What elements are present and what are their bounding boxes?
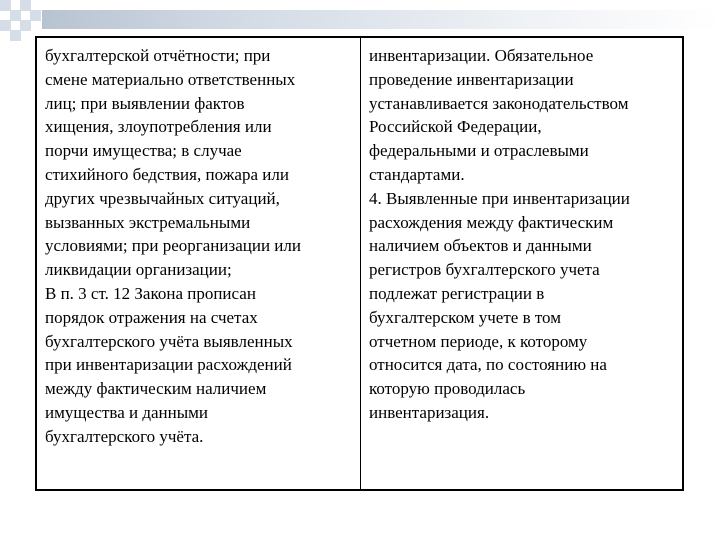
left-text-line: порчи имущества; в случае <box>45 141 242 161</box>
right-text-line: Российской Федерации, <box>369 117 542 137</box>
right-text-line: инвентаризации. Обязательное <box>369 46 594 65</box>
right-text-line: относится дата, по состоянию на <box>369 355 607 375</box>
right-text-line: которую проводилась <box>369 379 526 399</box>
right-text-line: федеральными и отраслевыми <box>369 141 589 161</box>
left-text-line: бухгалтерского учёта выявленных <box>45 331 293 351</box>
right-text-line: наличием объектов и данными <box>369 236 592 256</box>
right-text-line: расхождения между фактическим <box>369 212 614 232</box>
right-text-line: устанавливается законодательством <box>369 93 629 113</box>
left-text-line: смене материально ответственных <box>45 69 296 89</box>
left-text-line: условиями; при реорганизации или <box>45 236 301 256</box>
decoration-square <box>20 20 31 31</box>
decoration-square <box>30 10 41 21</box>
left-text-line: хищения, злоупотребления или <box>45 117 272 137</box>
right-text-line: стандартами. <box>369 164 465 184</box>
right-text-line: проведение инвентаризации <box>369 69 574 89</box>
left-text-line: других чрезвычайных ситуаций, <box>45 188 280 208</box>
left-text-line: вызванных экстремальными <box>45 212 251 232</box>
decoration-gradient-bar <box>42 10 720 29</box>
left-text-line: лиц; при выявлении фактов <box>45 93 245 113</box>
right-text-line: инвентаризация. <box>369 402 490 422</box>
left-text-line: между фактическим наличием <box>45 379 267 399</box>
decoration-square <box>10 30 21 41</box>
content-table <box>35 36 684 491</box>
right-text-line: регистров бухгалтерского учета <box>369 260 600 280</box>
right-text-line: бухгалтерском учете в том <box>369 307 561 327</box>
right-column <box>361 38 682 489</box>
left-text-line: бухгалтерского учёта. <box>45 426 204 446</box>
left-text-line: при инвентаризации расхождений <box>45 355 292 375</box>
left-column <box>37 38 361 489</box>
left-text-line: В п. 3 ст. 12 Закона прописан <box>45 283 256 303</box>
right-text-line: подлежат регистрации в <box>369 283 545 303</box>
left-text-line: ликвидации организации; <box>45 260 232 280</box>
right-text-line: 4. Выявленные при инвентаризации <box>369 188 630 208</box>
left-text-line: бухгалтерской отчётности; при <box>45 46 271 65</box>
left-text-line: стихийного бедствия, пожара или <box>45 164 289 184</box>
right-text-line: отчетном периоде, к которому <box>369 331 588 351</box>
left-text-line: порядок отражения на счетах <box>45 307 258 327</box>
left-text-line: имущества и данными <box>45 402 209 422</box>
